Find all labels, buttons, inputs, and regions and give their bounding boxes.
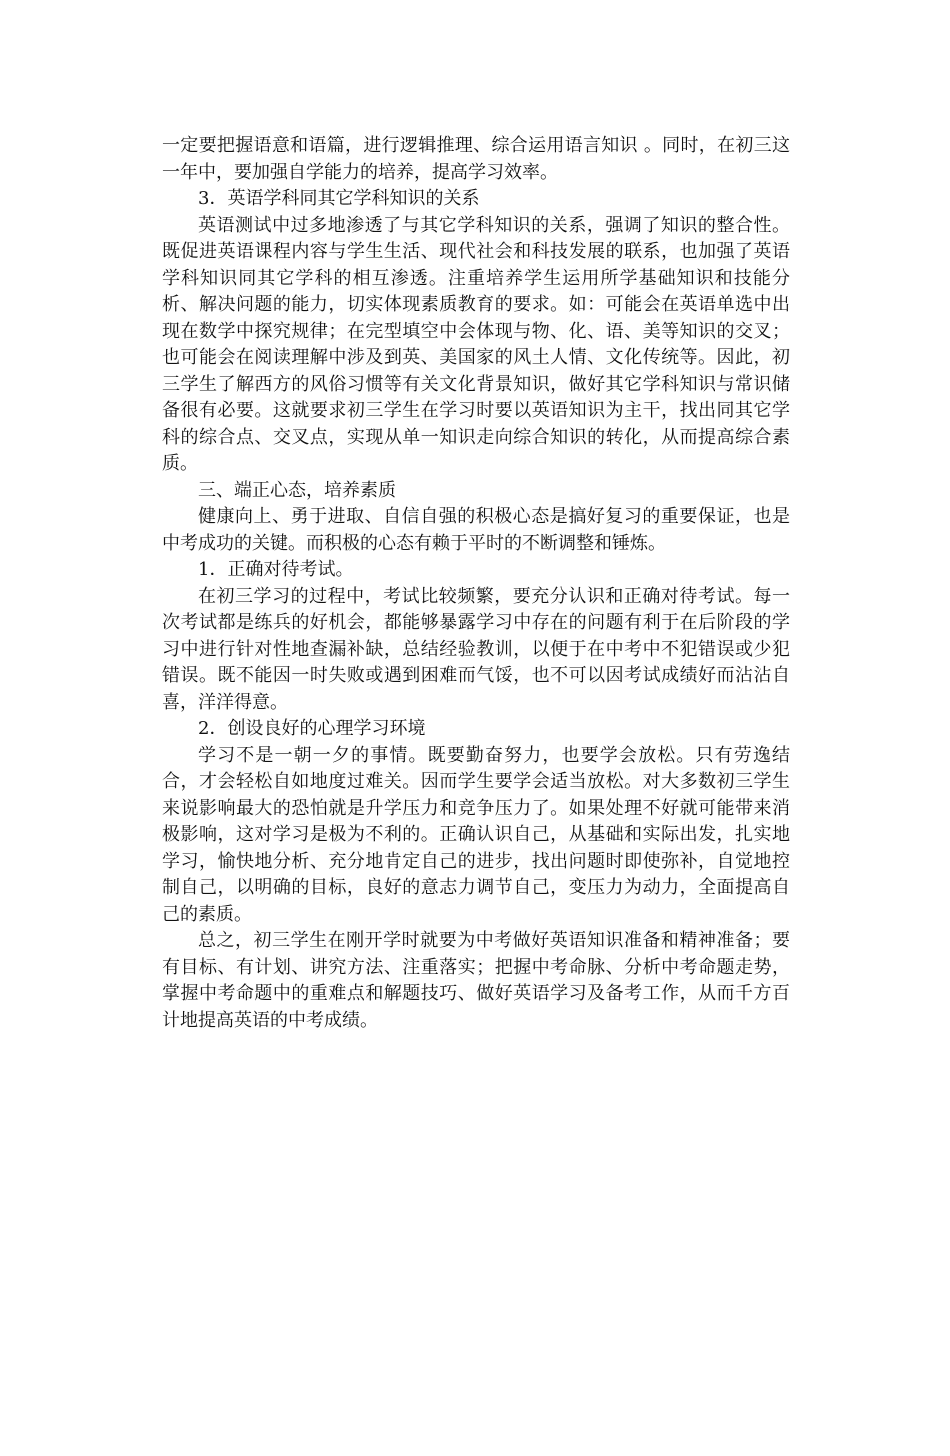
paragraph-conclusion: 总之，初三学生在刚开学时就要为中考做好英语知识准备和精神准备；要有目标、有计划、讲究方法、注重落实；把握中考命脉、分析中考命题走势，掌握中考命题中的重难点和解题技巧、做好英语学习及备考工作，从而千方百计地提高英语的中考成绩。: [162, 930, 790, 1031]
section-heading-environment: 2．创设良好的心理学习环境: [198, 718, 426, 739]
section-heading-mindset: 三、端正心态，培养素质: [198, 479, 396, 501]
document-body: [162, 133, 790, 1034]
paragraph-continuation: 一定要把握语意和语篇，进行逻辑推理、综合运用语言知识 。同时，在初三这一年中，要加强自学能力的培养，提高学习效率。: [162, 135, 790, 183]
paragraph-subject-relations: 英语测试中过多地渗透了与其它学科知识的关系，强调了知识的整合性。既促进英语课程内容与学生生活、现代社会和科技发展的联系，也加强了英语学科知识同其它学科的相互渗透。注重培养学生运用所学基础知识和技能分析、解决问题的能力，切实体现素质教育的要求。如：可能会在英语单选中出现在数学中探究规律；在完型填空中会体现与物、化、语、美等知识的交叉；也可能会在阅读理解中涉及到英、美国家的风土人情、文化传统等。因此，初三学生了解西方的风俗习惯等有关文化背景知识，做好其它学科知识与常识储备很有必要。这就要求初三学生在学习时要以英语知识为主干，找出同其它学科的综合点、交叉点，实现从单一知识走向综合知识的转化，从而提高综合素质。: [162, 214, 790, 474]
section-heading-exams: 1．正确对待考试。: [198, 559, 354, 580]
paragraph-environment: 学习不是一朝一夕的事情。既要勤奋努力，也要学会放松。只有劳逸结合，才会轻松自如地度过难关。因而学生要学会适当放松。对大多数初三学生来说影响最大的恐怕就是升学压力和竞争压力了。如果处理不好就可能带来消极影响，这对学习是极为不利的。正确认识自己，从基础和实际出发，扎实地学习，愉快地分析、充分地肯定自己的进步，找出问题时即使弥补，自觉地控制自己，以明确的目标，良好的意志力调节自己，变压力为动力，全面提高自己的素质。: [162, 744, 790, 925]
paragraph-mindset: 健康向上、勇于进取、自信自强的积极心态是搞好复习的重要保证，也是中考成功的关键。而积极的心态有赖于平时的不断调整和锤炼。: [162, 506, 790, 554]
section-heading-subject-relations: 3．英语学科同其它学科知识的关系: [198, 188, 480, 209]
paragraph-exams: 在初三学习的过程中，考试比较频繁，要充分认识和正确对待考试。每一次考试都是练兵的好机会，都能够暴露学习中存在的问题有利于在后阶段的学习中进行针对性地查漏补缺，总结经验教训，以便于在中考中不犯错误或少犯错误。既不能因一时失败或遇到困难而气馁，也不可以因考试成绩好而沾沾自喜，洋洋得意。: [162, 585, 790, 713]
